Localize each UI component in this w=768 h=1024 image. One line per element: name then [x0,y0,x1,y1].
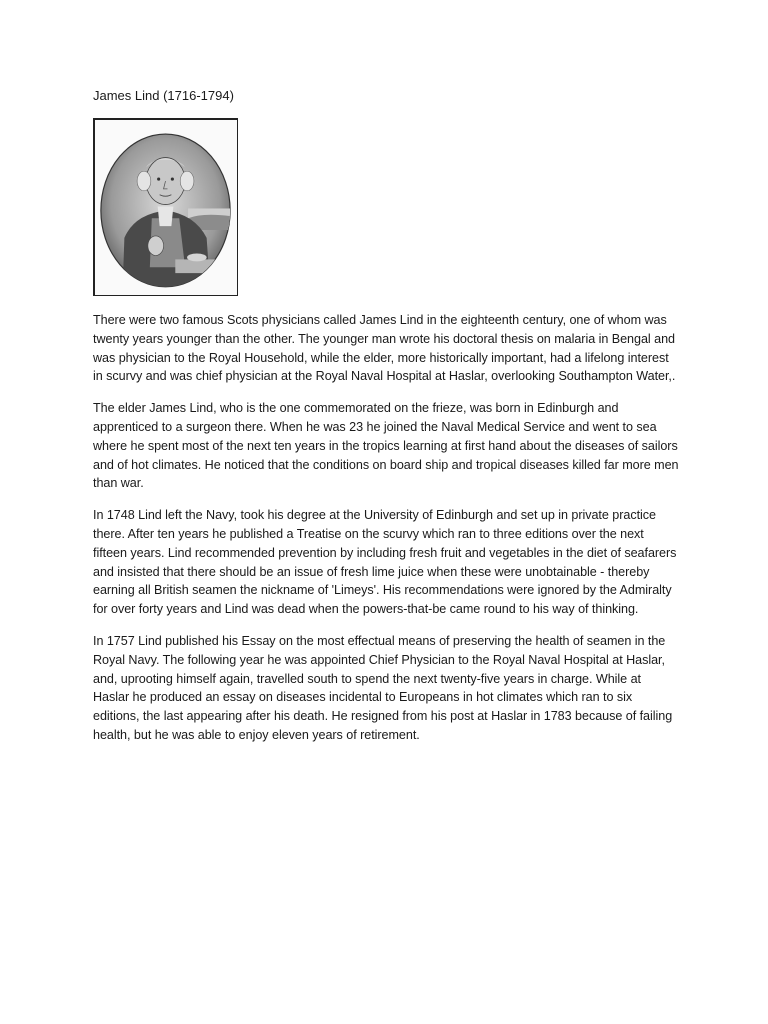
portrait-engraving [95,120,237,295]
paragraph-3: In 1748 Lind left the Navy, took his degree at the University of Edinburgh and set up in private practice there. After ten years he published a Treatise on the scurvy which ran to three editions over the next fifteen years. Lind recommended prevention by including fresh fruit and vegetables in the diet of seafarers and insisted that there should be an issue of fresh lime juice when these were unobtainable - thereby earning all British seamen the nickname of 'Limeys'. His recommendations were ignored by the Admiralty for over forty years and Lind was dead when the powers-that-be came round to his way of thinking. [93,508,677,617]
paragraph-4: In 1757 Lind published his Essay on the most effectual means of preserving the health of seamen in the Royal Navy. The following year he was appointed Chief Physician to the Royal Naval Hospital at Haslar, and, uprooting himself again, travelled south to spend the next twenty-five years in charge. While at Haslar he produced an essay on diseases incidental to Europeans in hot climates which ran to six editions, the last appearing after his death. He resigned from his post at Haslar in 1783 because of failing health, but he was able to enjoy eleven years of retirement. [93,633,673,742]
paragraph-1: There were two famous Scots physicians called James Lind in the eighteenth century, one of whom was twenty years younger than the other. The younger man wrote his doctoral thesis on malaria in Bengal and was physician to the Royal Household, while the elder, more historically important, had a lifelong interest in scurvy and was chief physician at the Royal Naval Hospital at Haslar, overlooking Southampton Water,. [93,313,676,384]
document-page [93,86,679,758]
document-title: James Lind (1716-1794) [93,88,234,103]
portrait-image [93,118,238,296]
paragraph-2: The elder James Lind, who is the one commemorated on the frieze, was born in Edinburgh and apprenticed to a surgeon there. When he was 23 he joined the Naval Medical Service and went to sea where he spent most of the next ten years in the tropics learning at first hand about the diseases of sailors and of hot climates. He noticed that the conditions on board ship and tropical diseases killed far more men than war. [93,401,679,491]
